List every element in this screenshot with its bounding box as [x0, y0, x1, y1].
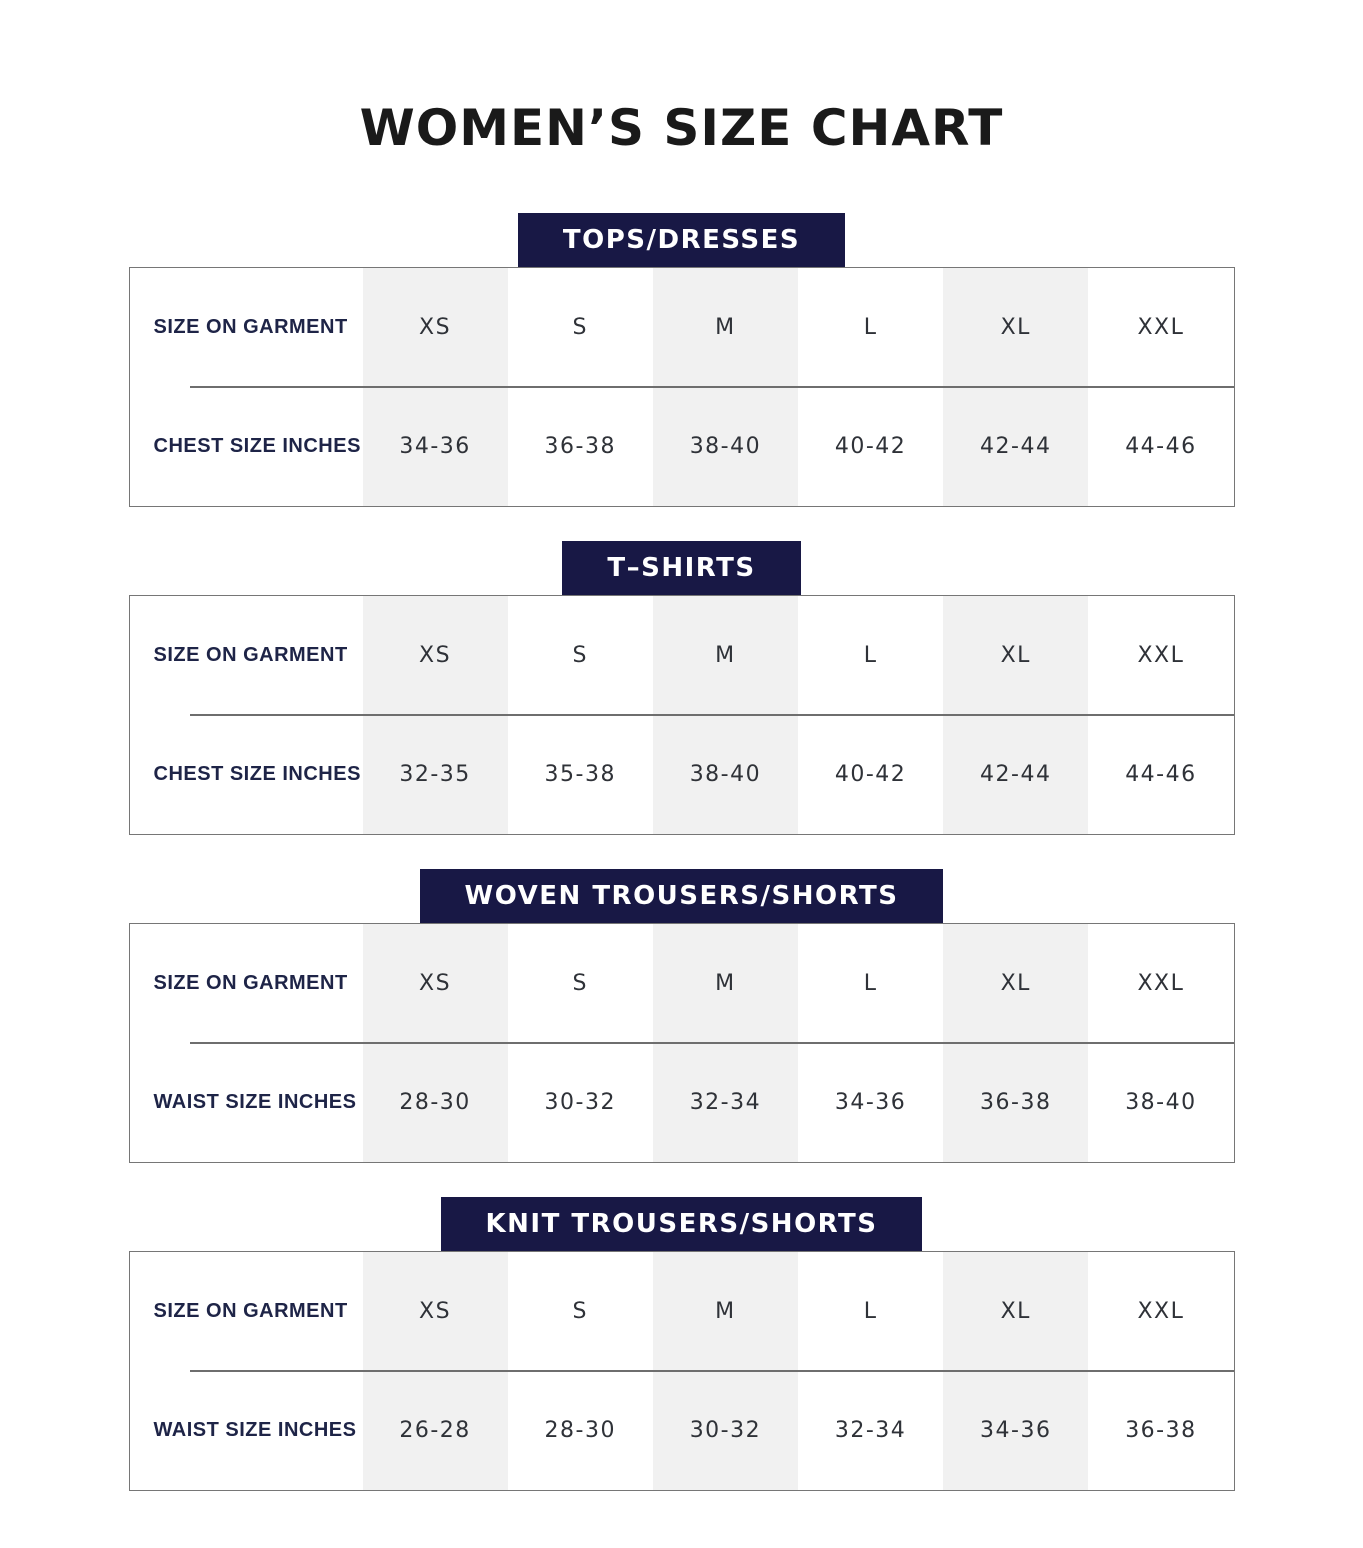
size-cell: XS: [363, 596, 508, 715]
size-cell: 28-30: [363, 1043, 508, 1162]
size-cell: 28-30: [544, 1417, 616, 1443]
table-row: [130, 715, 1234, 834]
size-cell: S: [572, 314, 588, 340]
section-header-label: KNIT TROUSERS/SHORTS: [485, 1208, 878, 1239]
size-table: [129, 923, 1235, 1163]
size-cell: 42-44: [943, 387, 1088, 506]
section-tops-dresses: [0, 213, 1363, 507]
table-row: [130, 1043, 1234, 1162]
section-header-badge: [441, 1197, 923, 1251]
row-label: SIZE ON GARMENT: [153, 1299, 348, 1322]
section-knit-trousers-shorts: [0, 1197, 1363, 1491]
size-cell: M: [653, 924, 798, 1043]
size-cell: XL: [943, 1252, 1088, 1371]
size-table: [129, 595, 1235, 835]
size-cell: 40-42: [834, 433, 907, 459]
size-cell: 44-46: [1125, 761, 1197, 787]
table-row: [130, 268, 1234, 387]
size-cell: L: [863, 642, 878, 668]
size-cell: S: [572, 642, 588, 668]
row-label: CHEST SIZE INCHES: [153, 434, 361, 457]
row-divider: [190, 714, 1234, 716]
section-woven-trousers-shorts: [0, 869, 1363, 1163]
table-row: [130, 1371, 1234, 1490]
size-cell: S: [572, 1298, 588, 1324]
table-row: [130, 1252, 1234, 1371]
size-cell: XXL: [1137, 1298, 1185, 1324]
size-cell: 32-34: [653, 1043, 798, 1162]
size-cell: 32-35: [363, 715, 508, 834]
size-table: [129, 1251, 1235, 1491]
page-title: WOMEN’S SIZE CHART: [359, 98, 1004, 157]
size-cell: 30-32: [544, 1089, 616, 1115]
table-row: [130, 387, 1234, 506]
size-cell: XXL: [1137, 970, 1185, 996]
size-cell: 36-38: [943, 1043, 1088, 1162]
size-cell: L: [863, 314, 878, 340]
size-cell: M: [653, 268, 798, 387]
row-label: SIZE ON GARMENT: [153, 971, 348, 994]
row-label: WAIST SIZE INCHES: [153, 1418, 357, 1441]
size-cell: XS: [363, 1252, 508, 1371]
row-divider: [190, 386, 1234, 388]
size-cell: 38-40: [653, 715, 798, 834]
size-cell: 35-38: [544, 761, 616, 787]
table-row: [130, 596, 1234, 715]
size-cell: XXL: [1137, 642, 1185, 668]
section-header-label: WOVEN TROUSERS/SHORTS: [464, 880, 899, 911]
row-label: WAIST SIZE INCHES: [153, 1090, 357, 1113]
row-label: SIZE ON GARMENT: [153, 643, 348, 666]
size-cell: 40-42: [834, 761, 907, 787]
size-cell: XS: [363, 924, 508, 1043]
size-cell: 38-40: [653, 387, 798, 506]
size-cell: S: [572, 970, 588, 996]
size-cell: 36-38: [1125, 1417, 1197, 1443]
size-cell: 30-32: [653, 1371, 798, 1490]
section-header-badge: [518, 213, 845, 267]
row-divider: [190, 1042, 1234, 1044]
size-cell: 44-46: [1125, 433, 1197, 459]
size-cell: 26-28: [363, 1371, 508, 1490]
size-cell: L: [863, 970, 878, 996]
size-cell: L: [863, 1298, 878, 1324]
size-cell: 34-36: [363, 387, 508, 506]
section-header-badge: [420, 869, 944, 923]
table-row: [130, 924, 1234, 1043]
size-cell: XL: [943, 924, 1088, 1043]
section-header-label: T–SHIRTS: [607, 552, 756, 583]
size-cell: 32-34: [834, 1417, 907, 1443]
size-table: [129, 267, 1235, 507]
size-cell: 34-36: [943, 1371, 1088, 1490]
size-cell: M: [653, 596, 798, 715]
section-t-shirts: [0, 541, 1363, 835]
size-cell: 36-38: [544, 433, 616, 459]
size-cell: XL: [943, 268, 1088, 387]
size-cell: XS: [363, 268, 508, 387]
row-label: CHEST SIZE INCHES: [153, 762, 361, 785]
size-cell: 38-40: [1125, 1089, 1197, 1115]
row-divider: [190, 1370, 1234, 1372]
size-cell: 42-44: [943, 715, 1088, 834]
row-label: SIZE ON GARMENT: [153, 315, 348, 338]
section-header-badge: [562, 541, 800, 595]
size-cell: M: [653, 1252, 798, 1371]
size-cell: XXL: [1137, 314, 1185, 340]
size-cell: XL: [943, 596, 1088, 715]
size-cell: 34-36: [834, 1089, 907, 1115]
section-header-label: TOPS/DRESSES: [562, 224, 801, 255]
